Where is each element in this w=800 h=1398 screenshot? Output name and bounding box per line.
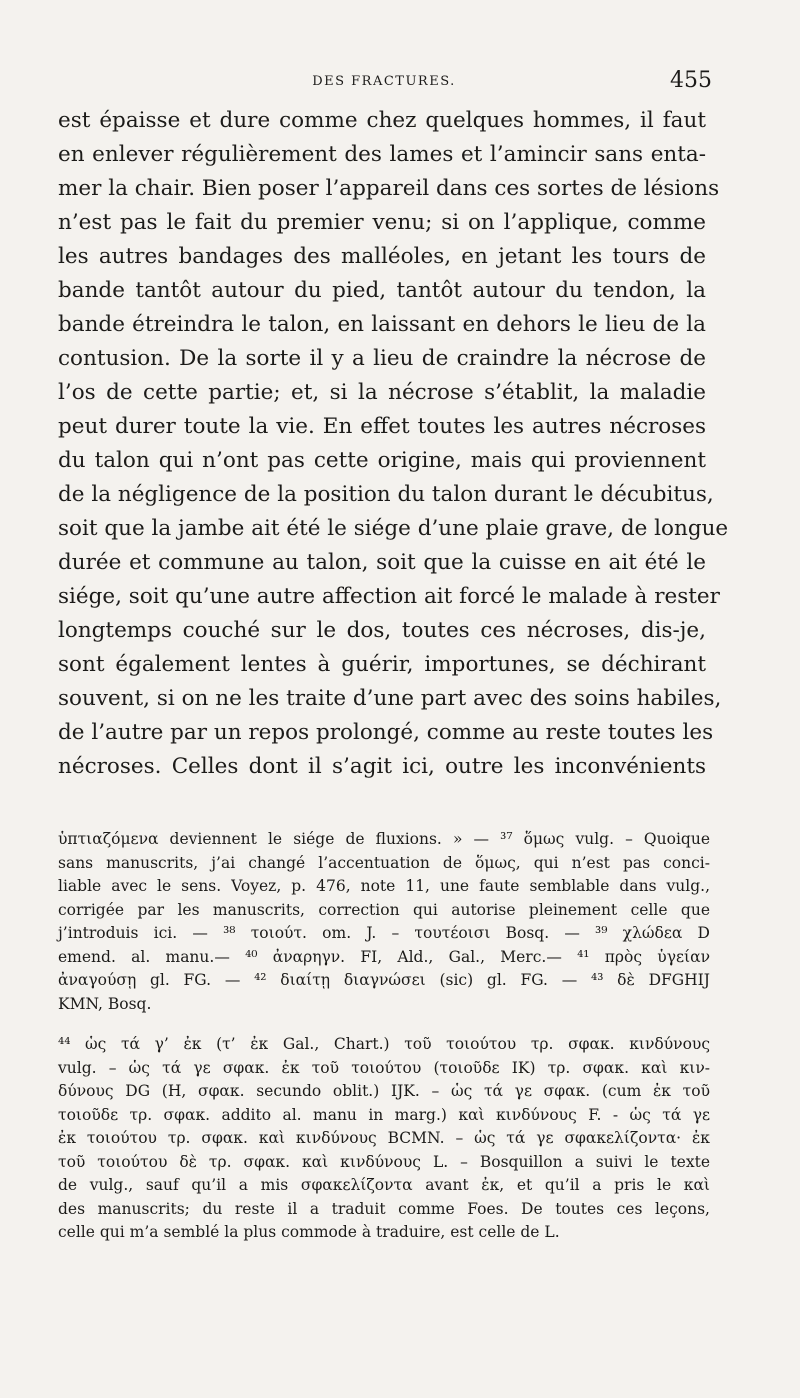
footnote-paragraph: [58, 1033, 710, 1245]
footnote-line: liable avec le sens. Voyez, p. 476, note 11, une faute semblable dans vulg.,: [58, 877, 710, 895]
text-line: durée et commune au talon, soit que la cuisse en ait été le: [58, 550, 706, 575]
text-line: sont également lentes à guérir, importunes, se déchirant: [58, 652, 706, 677]
text-line: peut durer toute la vie. En effet toutes les autres nécroses: [58, 414, 706, 439]
footnote-line: τοιοῦδε τρ. σφακ. addito al. manu in marg.) καὶ κινδύνους F. - ὡς τά γε: [58, 1105, 710, 1124]
text-line: mer la chair. Bien poser l’appareil dans ces sortes de lésions: [58, 176, 720, 201]
text-line: bande tantôt autour du pied, tantôt autour du tendon, la: [58, 278, 706, 303]
text-line: de l’autre par un repos prolongé, comme au reste toutes les: [58, 720, 714, 745]
text-line: en enlever régulièrement des lames et l’amincir sans enta-: [58, 142, 706, 167]
text-line: du talon qui n’ont pas cette origine, mais qui proviennent: [58, 448, 706, 473]
footnotes: [58, 828, 710, 1245]
main-text: [58, 104, 729, 784]
text-line: les autres bandages des malléoles, en jetant les tours de: [58, 244, 706, 269]
running-title: DES FRACTURES.: [312, 74, 456, 89]
footnote-line: corrigée par les manuscrits, correction qui autorise pleinement celle que: [58, 900, 710, 919]
text-line: nécroses. Celles dont il s’agit ici, outre les inconvénients: [58, 754, 706, 779]
footnote-line: de vulg., sauf qu’il a mis σφακελίζοντα avant ἐκ, et qu’il a pris le καὶ: [58, 1176, 710, 1194]
text-line: est épaisse et dure comme chez quelques hommes, il faut: [58, 108, 706, 133]
footnote-line: τοῦ τοιούτου δὲ τρ. σφακ. καὶ κινδύνους L. – Bosquillon a suivi le texte: [58, 1152, 710, 1171]
footnote-line: KMN, Bosq.: [58, 994, 152, 1013]
text-line: bande étreindra le talon, en laissant en dehors le lieu de la: [58, 312, 706, 337]
text-line: souvent, si on ne les traite d’une part avec des soins habiles,: [58, 686, 722, 711]
footnote-line: des manuscrits; du reste il a traduit comme Foes. De toutes ces leçons,: [58, 1199, 710, 1218]
running-head: [56, 68, 712, 98]
footnote-line: vulg. – ὡς τά γε σφακ. ἐκ τοῦ τοιούτου (τοιοῦδε IK) τρ. σφακ. καὶ κιν-: [58, 1058, 710, 1077]
text-line: soit que la jambe ait été le siége d’une plaie grave, de longue: [58, 516, 729, 541]
text-line: longtemps couché sur le dos, toutes ces nécroses, dis-je,: [58, 618, 706, 643]
page-number: 455: [670, 68, 712, 93]
footnote-line: δύνους DG (H, σφακ. secundo oblit.) IJK. – ὡς τά γε σφακ. (cum ἐκ τοῦ: [58, 1082, 710, 1100]
footnote-line: ⁴⁴ ὡς τά γ’ ἐκ (τ’ ἐκ Gal., Chart.) τοῦ τοιούτου τρ. σφακ. κινδύνους: [58, 1035, 710, 1053]
text-line: siége, soit qu’une autre affection ait forcé le malade à rester: [58, 584, 720, 609]
footnote-line: celle qui m’a semblé la plus commode à traduire, est celle de L.: [58, 1223, 560, 1241]
footnote-line: emend. al. manu.— ⁴⁰ ἀναρηγν. FI, Ald., Gal., Merc.— ⁴¹ πρὸς ὑγείαν: [58, 947, 710, 966]
footnote-line: ἀναγούσῃ gl. FG. — ⁴² διαίτῃ διαγνώσει (sic) gl. FG. — ⁴³ δὲ DFGHIJ: [58, 971, 710, 989]
text-line: de la négligence de la position du talon durant le décubitus,: [58, 482, 714, 507]
footnote-line: ἐκ τοιούτου τρ. σφακ. καὶ κινδύνους BCMN. – ὡς τά γε σφακελίζοντα· ἐκ: [58, 1129, 710, 1147]
text-line: l’os de cette partie; et, si la nécrose s’établit, la maladie: [58, 380, 706, 405]
footnote-line: sans manuscrits, j’ai changé l’accentuation de ὅμως, qui n’est pas conci-: [58, 853, 710, 872]
footnote-line: j’introduis ici. — ³⁸ τοιούτ. om. J. – τουτέοισι Bosq. — ³⁹ χλώδεα D: [58, 924, 710, 942]
text-line: n’est pas le fait du premier venu; si on l’applique, comme: [58, 210, 706, 235]
text-line: contusion. De la sorte il y a lieu de craindre la nécrose de: [58, 346, 706, 371]
footnote-line: ὑπτιαζόμενα deviennent le siége de fluxions. » — ³⁷ ὅμως vulg. – Quoique: [58, 830, 710, 848]
footnote-paragraph: [58, 828, 710, 1016]
